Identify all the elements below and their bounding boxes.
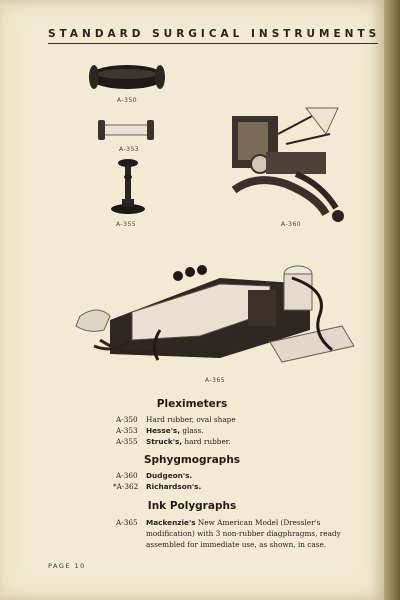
- page-number: PAGE 10: [48, 562, 86, 570]
- catalog-entry-a353: [116, 425, 356, 436]
- sphygmograph-a360-illustration: [226, 104, 348, 228]
- figure-caption-a365: A-365: [205, 377, 226, 384]
- figure-caption-a353: A-353: [119, 146, 140, 153]
- entry-code: *A-362: [113, 482, 139, 491]
- entry-code: A-355: [116, 437, 138, 446]
- catalog-entry-a360: [116, 470, 356, 481]
- page-header-title: STANDARD SURGICAL INSTRUMENTS: [48, 28, 381, 40]
- figure-caption-a350: A-350: [117, 97, 138, 104]
- section-title-pleximeters: Pleximeters: [156, 398, 228, 410]
- entry-name: Struck's,: [146, 437, 183, 446]
- figure-caption-a360: A-360: [281, 221, 302, 228]
- pleximeter-a355-illustration: [108, 157, 148, 217]
- entry-name: Richardson's.: [146, 482, 202, 491]
- ink-polygraph-a365-illustration: [70, 250, 360, 374]
- book-gutter: [384, 0, 400, 600]
- pleximeter-a353-illustration: [96, 117, 156, 143]
- section-title-sphygmographs: Sphygmographs: [143, 454, 241, 466]
- entry-description: glass.: [180, 426, 204, 435]
- entry-name: Dudgeon's.: [146, 471, 193, 480]
- entry-code: A-365: [116, 518, 138, 527]
- entry-description: New American Model (Dressler's modification) with 3 non-rubber diagphragms, ready assembled for immediate use, as shown, in case.: [146, 518, 341, 549]
- pleximeter-a350-illustration: [86, 60, 168, 94]
- entry-name: Hesse's,: [146, 426, 181, 435]
- entry-description: hard rubber.: [182, 437, 231, 446]
- catalog-entry-a365: [116, 517, 356, 550]
- entry-description: Hard rubber, oval shape: [146, 415, 236, 424]
- section-title-ink-polygraphs: Ink Polygraphs: [147, 500, 237, 512]
- entry-code: A-360: [116, 471, 138, 480]
- figure-caption-a355: A-355: [116, 221, 137, 228]
- catalog-entry-a355: [116, 436, 356, 447]
- header-rule: [48, 43, 378, 44]
- catalog-entry-a362: [113, 481, 353, 492]
- catalog-entry-a350: [116, 414, 356, 425]
- entry-code: A-353: [116, 426, 138, 435]
- entry-code: A-350: [116, 415, 138, 424]
- entry-name: Mackenzie's: [146, 518, 196, 527]
